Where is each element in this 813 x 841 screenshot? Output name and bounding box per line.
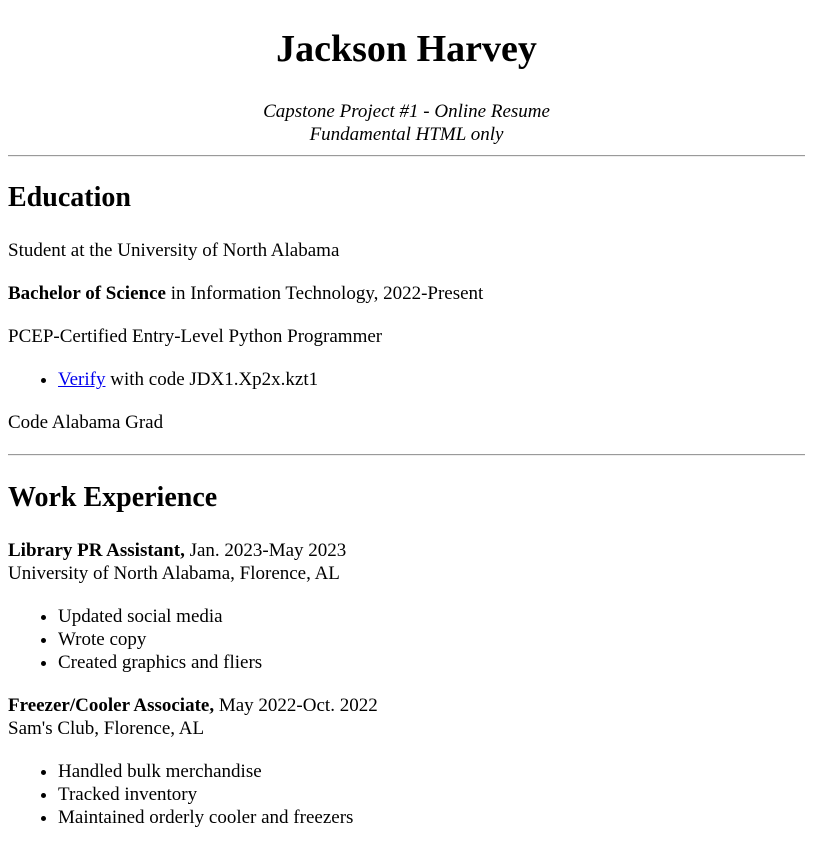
job-entry [8,539,805,674]
job-title-line [8,694,805,740]
list-item: • Handled bulk merchandise [58,760,805,783]
divider [8,454,805,456]
subtitle-line-2: Fundamental HTML only [309,124,504,145]
degree [8,282,805,305]
certification: PCEP-Certified Entry-Level Python Programmer [8,326,383,347]
list-item: • Updated social media [58,605,805,628]
page-title: Jackson Harvey [276,28,537,70]
divider [8,155,805,157]
subtitle [8,100,805,146]
duties-list [8,605,805,674]
student-status: Student at the University of North Alabama [8,240,340,261]
verify-code: with code JDX1.Xp2x.kzt1 [105,369,319,390]
subtitle-line-1: Capstone Project #1 - Online Resume [263,101,550,122]
list-item: • Maintained orderly cooler and freezers [58,806,805,829]
education-section [8,181,805,434]
job-dates: May 2022-Oct. 2022 [214,695,378,716]
education-heading: Education [8,182,131,213]
job-employer: Sam's Club, Florence, AL [8,718,205,739]
list-item [58,368,805,391]
degree-name: Bachelor of Science [8,283,166,304]
degree-detail: in Information Technology, 2022-Present [165,283,484,304]
job-title: Library PR Assistant, [8,540,185,561]
list-item: • Wrote copy [58,628,805,651]
verify-link[interactable]: Verify [58,369,106,390]
list-item: • Tracked inventory [58,783,805,806]
job-dates: Jan. 2023-May 2023 [184,540,347,561]
job-title-line [8,539,805,585]
work-section [8,481,805,829]
job-title: Freezer/Cooler Associate, [8,695,215,716]
certification-list [8,368,805,391]
job-employer: University of North Alabama, Florence, AL [8,563,340,584]
work-heading: Work Experience [8,482,218,513]
list-item: • Created graphics and fliers [58,651,805,674]
duties-list [8,760,805,829]
job-entry [8,694,805,829]
bootcamp: Code Alabama Grad [8,412,164,433]
